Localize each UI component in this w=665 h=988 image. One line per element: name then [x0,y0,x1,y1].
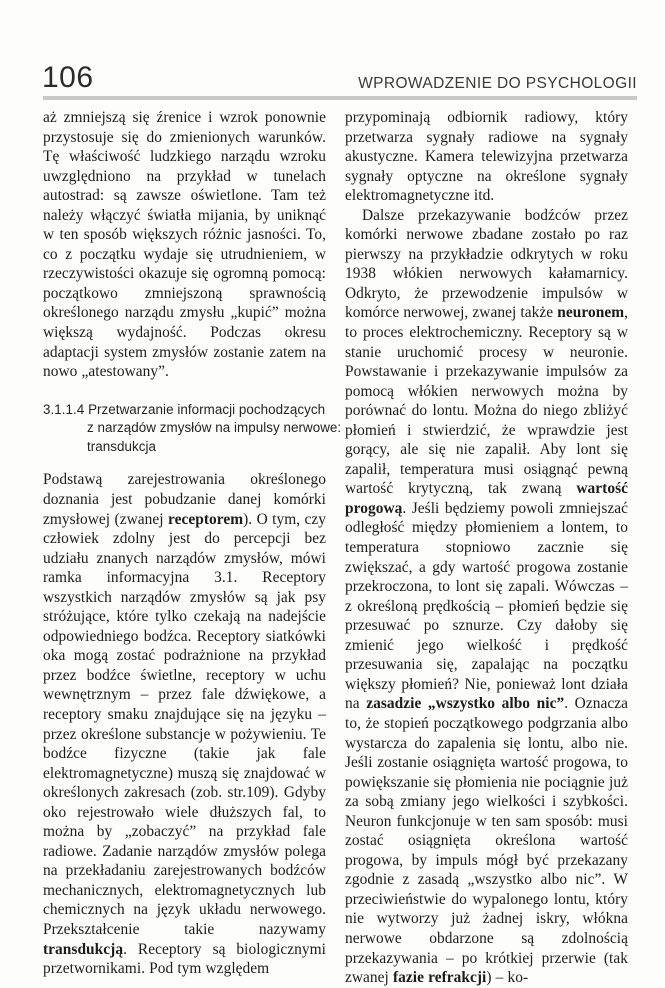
term-fazie-refrakcji: fazie refrakcji [392,969,487,987]
header-divider [43,96,637,100]
term-transdukcja: transdukcją [43,940,124,958]
text-run: , to proces elektrochemiczny. Receptory są w stanie uruchomić procesy w neuronie. Powstawanie i przekazywanie impulsów za pomocą włókien nerwowych można by porównać do lontu. Można do niego zbliżyć płomień i stwierdzić, że wprawdzie jest gorący, ale się nie zapalił. Aby lont się zapalił, temperatura musi osiągnąć pewną wartość krytyczną, tak zwaną [345,304,628,498]
right-column [345,108,628,987]
section-heading-line-2: z narządów zmysłów na impulsy nerwowe: [87,420,342,436]
term-receptorem: receptorem [167,510,244,528]
page-number: 106 [42,61,94,94]
text-run: Dalsze przekazywanie bodźców przez komórki nerwowe zbadane zostało po raz pierwszy na przykładzie odkrytych w roku 1938 włókien nerwowych kałamarnicy. Odkryto, że przewodzenie impulsów w komórce nerwowej, zwanej także [345,206,628,322]
running-head [42,55,637,93]
paragraph-neuron-threshold [345,206,628,988]
paragraph-transduction [43,470,326,978]
term-neuronem: neuronem [557,304,625,322]
body-columns [43,108,637,987]
text-run: ). O tym, czy człowiek zdolny jest do percepcji bez udziału znanych narządów zmysłów, mówi ramka informacyjna 3.1. Receptory wszystkich narządów zmysłów są jak psy stróżujące, które tylko czekają na nadejście odpowiedniego bodźca. Receptory siatkówki oka mogą zostać podrażnione na przykład przez bodźce świetlne, receptory w uchu wewnętrznym – przez fale dźwiękowe, a receptory smaku znajdujące się na języku – przez określone substancje w pożywieniu. Te bodźce fizyczne (takie jak fale elektromagnetyczne) muszą się znajdować w określonych zakresach (zob. str.109). Gdyby oko rejestrowało wiele dłuższych fal, to można by „zobaczyć” na przykład fale radiowe. Zadanie narządów zmysłów polega na przekładaniu zarejestrowanych bodźców mechanicznych, elektromagnetycznych lub chemicznych na język układu nerwowego. Przekształcenie takie nazywamy [43,510,326,939]
text-run: . Oznacza to, że stopień początkowego podgrzania albo wystarcza do zapalenia się lontu, albo nie. Jeśli zostanie osiągnięta wartość progowa, to powiększanie się płomienia nie pociągnie już za sobą zmiany jego wielkości i szybkości. Neuron funkcjonuje w ten sam sposób: musi zostać osiągnięta określona wartość progowa, by impuls mógł być przekazany zgodnie z zasadą „wszystko albo nic”. W przeciwieństwie do wypalonego lontu, który nie wytworzy już żadnej iskry, włókna nerwowe obdarzone są zdolnością przekazywania – po krótkiej przerwie (tak zwanej [345,695,628,987]
section-heading-line-3: transdukcja [87,438,157,454]
text-run: Podstawą zarejestrowania określonego doznania jest pobudzanie danej komórki zmysłowej (zwanej [43,471,326,528]
term-wartosc-progowa: wartość progową [345,480,628,517]
text-run: . Jeśli będziemy powoli zmniejszać odległość między płomieniem a lontem, to temperatura stopniowo zacznie się zwiększać, a gdy wartość progowa zostanie przekroczona, to lont się zapali. Wówczas – z określoną prędkością – płomień będzie się przesuwać po sznurze. Czy dałoby się zmienić jego wielkość i prędkość przesuwania się, zapalając na początku większy płomień? Nie, ponieważ lont działa na [345,499,628,713]
text-run: ) – ko- [486,969,529,987]
term-wszystko-albo-nic: zasadzie „wszystko albo nic” [366,695,565,713]
left-column [43,108,342,978]
section-heading [43,401,342,457]
text-run: . Receptory są biologicznymi przetwornikami. Pod tym względem [43,940,326,978]
section-heading-line-1: 3.1.1.4 Przetwarzanie informacji pochodzących [43,401,326,417]
paragraph-radio-analogy: przypominają odbiornik radiowy, który przetwarza sygnały radiowe na sygnały akustyczne. Kamera telewizyjna przetwarza sygnały optyczne na określone sygnały elektromagnetyczne itd. [345,109,628,205]
paragraph-adaptation: aż zmniejszą się źrenice i wzrok ponownie przystosuje się do zmienionych warunków. Tę właściwość ludzkiego narządu wzroku uwzględniono na przykład w tunelach autostrad: są zawsze oświetlone. Tam też należy włączyć światła mijania, by uniknąć w ten sposób większych różnic jasności. To, co z początku wydaje się utrudnieniem, w rzeczywistości okazuje się ogromną pomocą: początkowo zmniejszoną sprawnością określonego narządu zmysłu „kupić” można większą wydajność. Podczas okresu adaptacji system zmysłów zostanie zatem na nowo „atestowany”. [43,109,326,381]
running-head-title: WPROWADZENIE DO PSYCHOLOGII [358,74,637,92]
